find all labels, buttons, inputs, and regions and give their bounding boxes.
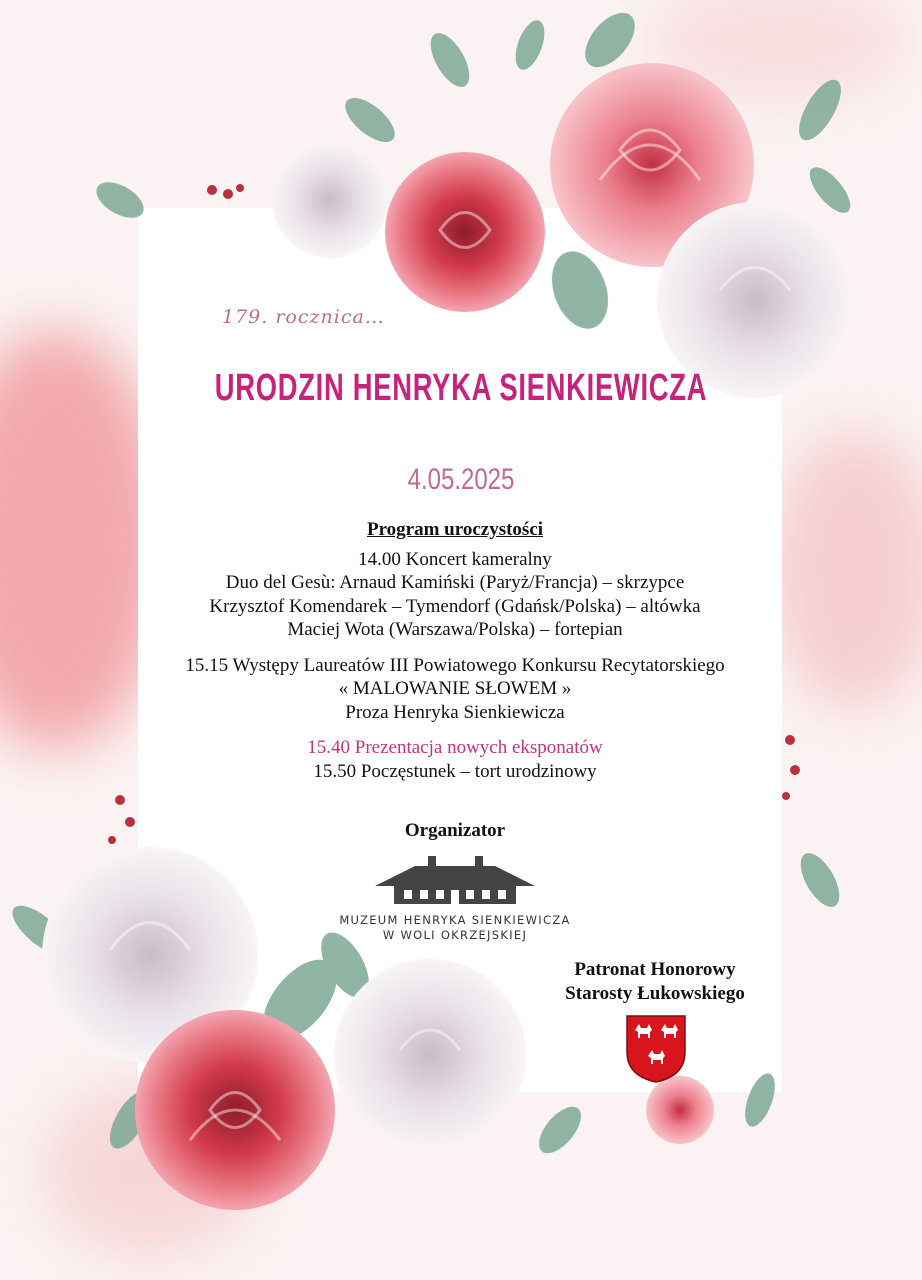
page-title: URODZIN HENRYKA SIENKIEWICZA <box>214 367 708 409</box>
museum-logo <box>330 852 580 943</box>
exhibits-line: 15.40 Prezentacja nowych eksponatów <box>307 737 603 758</box>
anniversary-subtitle: 179. rocznica… <box>222 306 385 328</box>
program-recitation <box>138 654 772 725</box>
refreshments-line: 15.50 Poczęstunek – tort urodzinowy <box>313 760 597 782</box>
county-crest-icon <box>625 1014 687 1084</box>
concert-line-3: Krzysztof Komendarek – Tymendorf (Gdańsk/Polska) – altówka <box>209 595 701 617</box>
concert-line-1: 14.00 Koncert kameralny <box>358 548 552 570</box>
patronage-line-1: Patronat Honorowy <box>574 959 736 980</box>
patronage-line-2: Starosty Łukowskiego <box>565 983 745 1004</box>
program-section <box>138 518 772 783</box>
museum-building-icon <box>370 852 540 908</box>
program-concert <box>138 548 772 642</box>
program-final <box>138 736 772 783</box>
event-date: 4.05.2025 <box>407 463 515 496</box>
patronage-text <box>540 958 770 1006</box>
program-heading: Program uroczystości <box>366 519 544 540</box>
concert-line-2: Duo del Gesù: Arnaud Kamiński (Paryż/Francja) – skrzypce <box>225 572 685 593</box>
museum-name-line-1: MUZEUM HENRYKA SIENKIEWICZA <box>339 913 571 927</box>
recitation-line-3: Proza Henryka Sienkiewicza <box>345 701 565 723</box>
recitation-line-2: « MALOWANIE SŁOWEM » <box>338 678 572 699</box>
concert-line-4: Maciej Wota (Warszawa/Polska) – fortepian <box>287 619 623 640</box>
museum-name-line-2: W WOLI OKRZEJSKIEJ <box>382 928 528 942</box>
recitation-line-1: 15.15 Występy Laureatów III Powiatowego Konkursu Recytatorskiego <box>185 654 725 676</box>
organizer-label: Organizator <box>404 820 506 841</box>
